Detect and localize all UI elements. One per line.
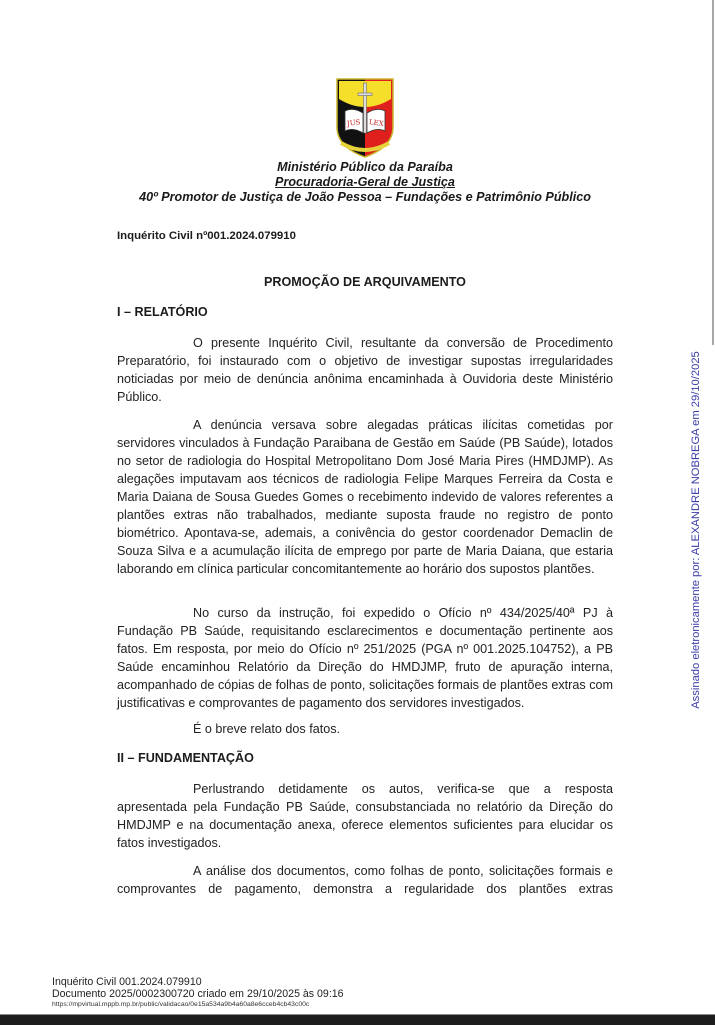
- document-footer: [52, 976, 344, 1009]
- svg-text:LEX: LEX: [368, 118, 385, 129]
- inquerito-number: Inquérito Civil nº001.2024.079910: [117, 230, 296, 242]
- svg-text:JUS: JUS: [346, 118, 361, 128]
- section-heading-relatorio: I – RELATÓRIO: [117, 305, 208, 319]
- section-heading-fundamentacao: II – FUNDAMENTAÇÃO: [117, 751, 254, 765]
- paragraph: Perlustrando detidamente os autos, verifica-se que a resposta apresentada pela Fundação PB Saúde, consubstanciada no relatório da Direção do HMDJMP e na documentação anexa, oferece elementos suficientes para elucidar os fatos investigados.: [117, 782, 613, 850]
- institution-header: [0, 160, 715, 205]
- header-ministerio: Ministério Público da Paraíba: [277, 160, 453, 174]
- footer-inquerito: Inquérito Civil 001.2024.079910: [52, 976, 202, 988]
- bottom-bar: [0, 1014, 715, 1025]
- paragraph: No curso da instrução, foi expedido o Ofício nº 434/2025/40ª PJ à Fundação PB Saúde, requisitando esclarecimentos e documentação pertinente aos fatos. Em resposta, por meio do Ofício nº 251/2025 (PGA nº 001.2025.104752), a PB Saúde encaminhou Relatório da Direção do HMDJMP, fruto de apuração interna, acompanhado de cópias de folhas de ponto, solicitações formais de plantões extras com justificativas e comprovantes de pagamento dos servidores investigados.: [117, 606, 613, 710]
- electronic-signature-stamp: Assinado eletronicamente por: ALEXANDRE NOBREGA em 29/10/2025: [690, 351, 702, 709]
- paragraph: A análise dos documentos, como folhas de ponto, solicitações formais e comprovantes de pagamento, demonstra a regularidade dos plantões extras: [117, 864, 613, 896]
- footer-document-info: Documento 2025/0002300720 criado em 29/10/2025 às 09:16: [52, 988, 344, 1000]
- document-title: PROMOÇÃO DE ARQUIVAMENTO: [264, 275, 466, 289]
- header-promotoria: 40º Promotor de Justiça de João Pessoa – Fundações e Patrimônio Público: [139, 190, 591, 204]
- paragraph: É o breve relato dos fatos.: [193, 722, 341, 736]
- paragraph: A denúncia versava sobre alegadas práticas ilícitas cometidas por servidores vinculados à Fundação Paraibana de Gestão em Saúde (PB Saúde), lotados no setor de radiologia do Hospital Metropolitano Dom José Maria Pires (HMDJMP). As alegações imputavam aos técnicos de radiologia Felipe Marques Ferreira da Costa e Maria Daiana de Sousa Guedes Gomes o recebimento indevido de valores referentes a plantões extras não trabalhados, mediante suposta fraude no registro de ponto biométrico. Apontava-se, ademais, a conivência do gestor coordenador Demaclin de Souza Silva e a acumulação ilícita de emprego por parte de Maria Daiana, que estaria laborando em clínica particular concomitantemente ao horário dos supostos plantões.: [117, 418, 613, 576]
- header-procuradoria: Procuradoria-Geral de Justiça: [275, 175, 455, 189]
- paragraph: O presente Inquérito Civil, resultante da conversão de Procedimento Preparatório, foi instaurado com o objetivo de investigar supostas irregularidades noticiadas por meio de denúncia anônima encaminhada à Ouvidoria deste Ministério Público.: [117, 336, 613, 404]
- coat-of-arms-icon: [333, 77, 397, 159]
- validation-link[interactable]: https://mpvirtual.mppb.mp.br/public/validacao/0e15a534a9b4a60a8e6cceb4cb43c00c: [52, 1001, 310, 1008]
